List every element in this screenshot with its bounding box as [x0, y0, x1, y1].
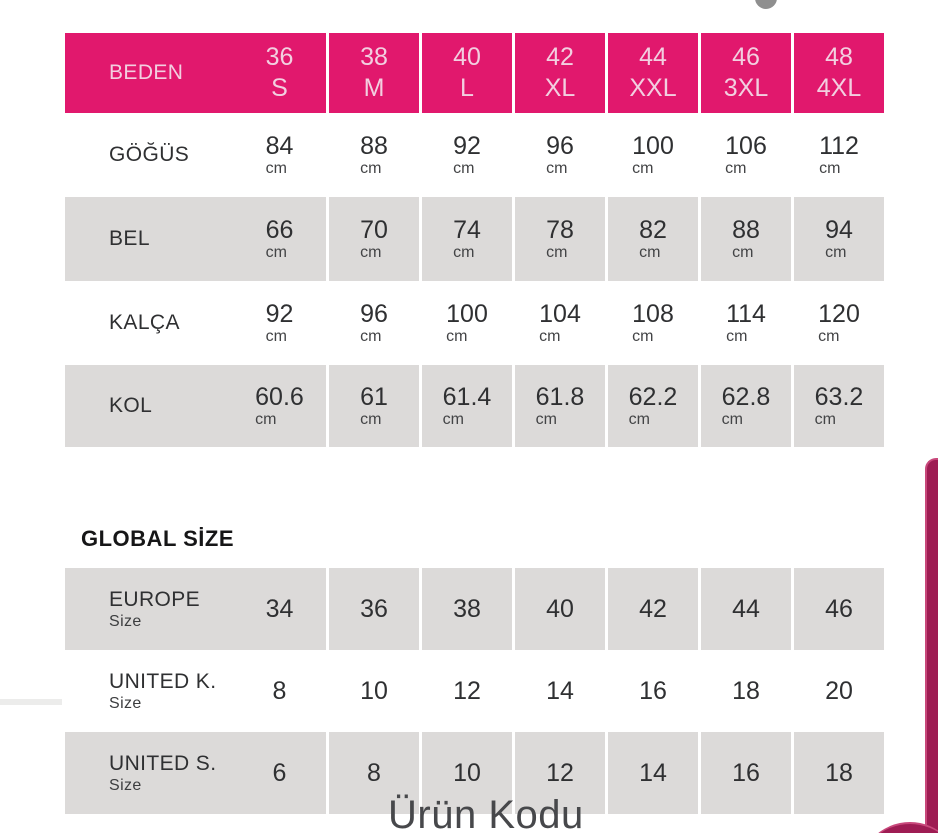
row-label	[65, 568, 233, 650]
size-value: 14	[605, 732, 698, 814]
measurement-cell: 104 cm	[512, 281, 605, 365]
measurement-cell: 84 cm	[265, 131, 294, 177]
size-value: 42	[605, 568, 698, 650]
measurement-cell: 92 cm	[265, 299, 294, 345]
measurement-cell: 66 cm	[265, 215, 294, 261]
size-column-44	[605, 33, 698, 113]
measurement-cell: 61.4 cm	[419, 365, 512, 447]
size-column-42	[512, 33, 605, 113]
size-value: 6	[272, 758, 287, 787]
global-size-title: GLOBAL SİZE	[81, 526, 234, 551]
row-label	[65, 650, 233, 732]
size-number: 36	[265, 43, 294, 71]
size-column-38	[326, 33, 419, 113]
table-row-europe	[65, 568, 884, 650]
row-label: BEL	[109, 227, 150, 250]
size-number: 40	[453, 43, 481, 71]
measurement-cell: 94 cm	[791, 197, 884, 281]
region-sublabel: Size	[109, 776, 142, 794]
measurement-cell: 78 cm	[512, 197, 605, 281]
size-table-header-label: BEDEN	[109, 61, 184, 84]
region-name: UNITED K.	[109, 669, 217, 693]
measurement-cell: 82 cm	[605, 197, 698, 281]
size-column-40	[419, 33, 512, 113]
size-value: 40	[512, 568, 605, 650]
measurement-cell: 96 cm	[326, 281, 419, 365]
size-value: 34	[265, 594, 294, 623]
size-value: 18	[791, 732, 884, 814]
measurement-cell: 62.8 cm	[698, 365, 791, 447]
size-fit: 4XL	[816, 74, 862, 102]
region-sublabel: Size	[109, 612, 142, 630]
table-row-chest	[65, 113, 884, 197]
size-table-header-row	[65, 33, 884, 113]
size-column-36	[233, 33, 326, 113]
measurement-cell: 88 cm	[326, 113, 419, 197]
table-row-uk	[65, 650, 884, 732]
region-name: EUROPE	[109, 587, 201, 611]
size-table	[65, 33, 884, 447]
measurement-cell: 74 cm	[419, 197, 512, 281]
measurement-cell: 61.8 cm	[512, 365, 605, 447]
size-value: 36	[326, 568, 419, 650]
size-number: 48	[825, 43, 853, 71]
table-row-waist	[65, 197, 884, 281]
floating-action-button[interactable]	[858, 822, 938, 833]
size-value: 44	[698, 568, 791, 650]
size-column-48	[791, 33, 884, 113]
size-value: 18	[698, 650, 791, 732]
measurement-cell: 88 cm	[698, 197, 791, 281]
measurement-cell: 120 cm	[791, 281, 884, 365]
size-value: 12	[419, 650, 512, 732]
global-size-table	[65, 568, 884, 814]
row-label: KOL	[109, 394, 153, 417]
size-value: 10	[419, 732, 512, 814]
measurement-cell: 114 cm	[698, 281, 791, 365]
measurement-cell: 60.6 cm	[255, 382, 304, 428]
size-value: 16	[698, 732, 791, 814]
size-fit: 3XL	[723, 74, 769, 102]
row-label: KALÇA	[109, 311, 180, 334]
scrollbar-thumb[interactable]	[925, 458, 938, 833]
measurement-cell: 61 cm	[326, 365, 419, 447]
size-fit: XXL	[629, 74, 677, 102]
measurement-cell: 96 cm	[512, 113, 605, 197]
measurement-cell: 106 cm	[698, 113, 791, 197]
region-name: UNITED S.	[109, 751, 217, 775]
left-edge-divider	[0, 699, 62, 705]
measurement-cell: 63.2 cm	[791, 365, 884, 447]
size-value: 12	[512, 732, 605, 814]
measurement-cell: 70 cm	[326, 197, 419, 281]
size-fit: XL	[544, 74, 576, 102]
size-value: 38	[419, 568, 512, 650]
size-value: 8	[272, 676, 287, 705]
product-code-heading: Ürün Kodu	[388, 793, 584, 833]
size-number: 46	[732, 43, 760, 71]
measurement-cell: 92 cm	[419, 113, 512, 197]
size-value: 8	[326, 732, 419, 814]
row-label	[65, 732, 233, 814]
size-fit: L	[460, 74, 474, 102]
size-value: 46	[791, 568, 884, 650]
size-column-46	[698, 33, 791, 113]
measurement-cell: 100 cm	[419, 281, 512, 365]
size-value: 16	[605, 650, 698, 732]
size-number: 38	[360, 43, 388, 71]
size-value: 14	[512, 650, 605, 732]
row-label: GÖĞÜS	[109, 143, 190, 166]
region-sublabel: Size	[109, 694, 142, 712]
measurement-cell: 62.2 cm	[605, 365, 698, 447]
top-gray-dot	[755, 0, 777, 9]
size-value: 10	[326, 650, 419, 732]
size-value: 20	[791, 650, 884, 732]
size-number: 42	[546, 43, 574, 71]
measurement-cell: 108 cm	[605, 281, 698, 365]
table-row-arm	[65, 365, 884, 447]
measurement-cell: 112 cm	[791, 113, 884, 197]
size-fit: S	[271, 74, 288, 102]
measurement-cell: 100 cm	[605, 113, 698, 197]
table-row-hip	[65, 281, 884, 365]
size-fit: M	[363, 74, 385, 102]
size-number: 44	[639, 43, 667, 71]
